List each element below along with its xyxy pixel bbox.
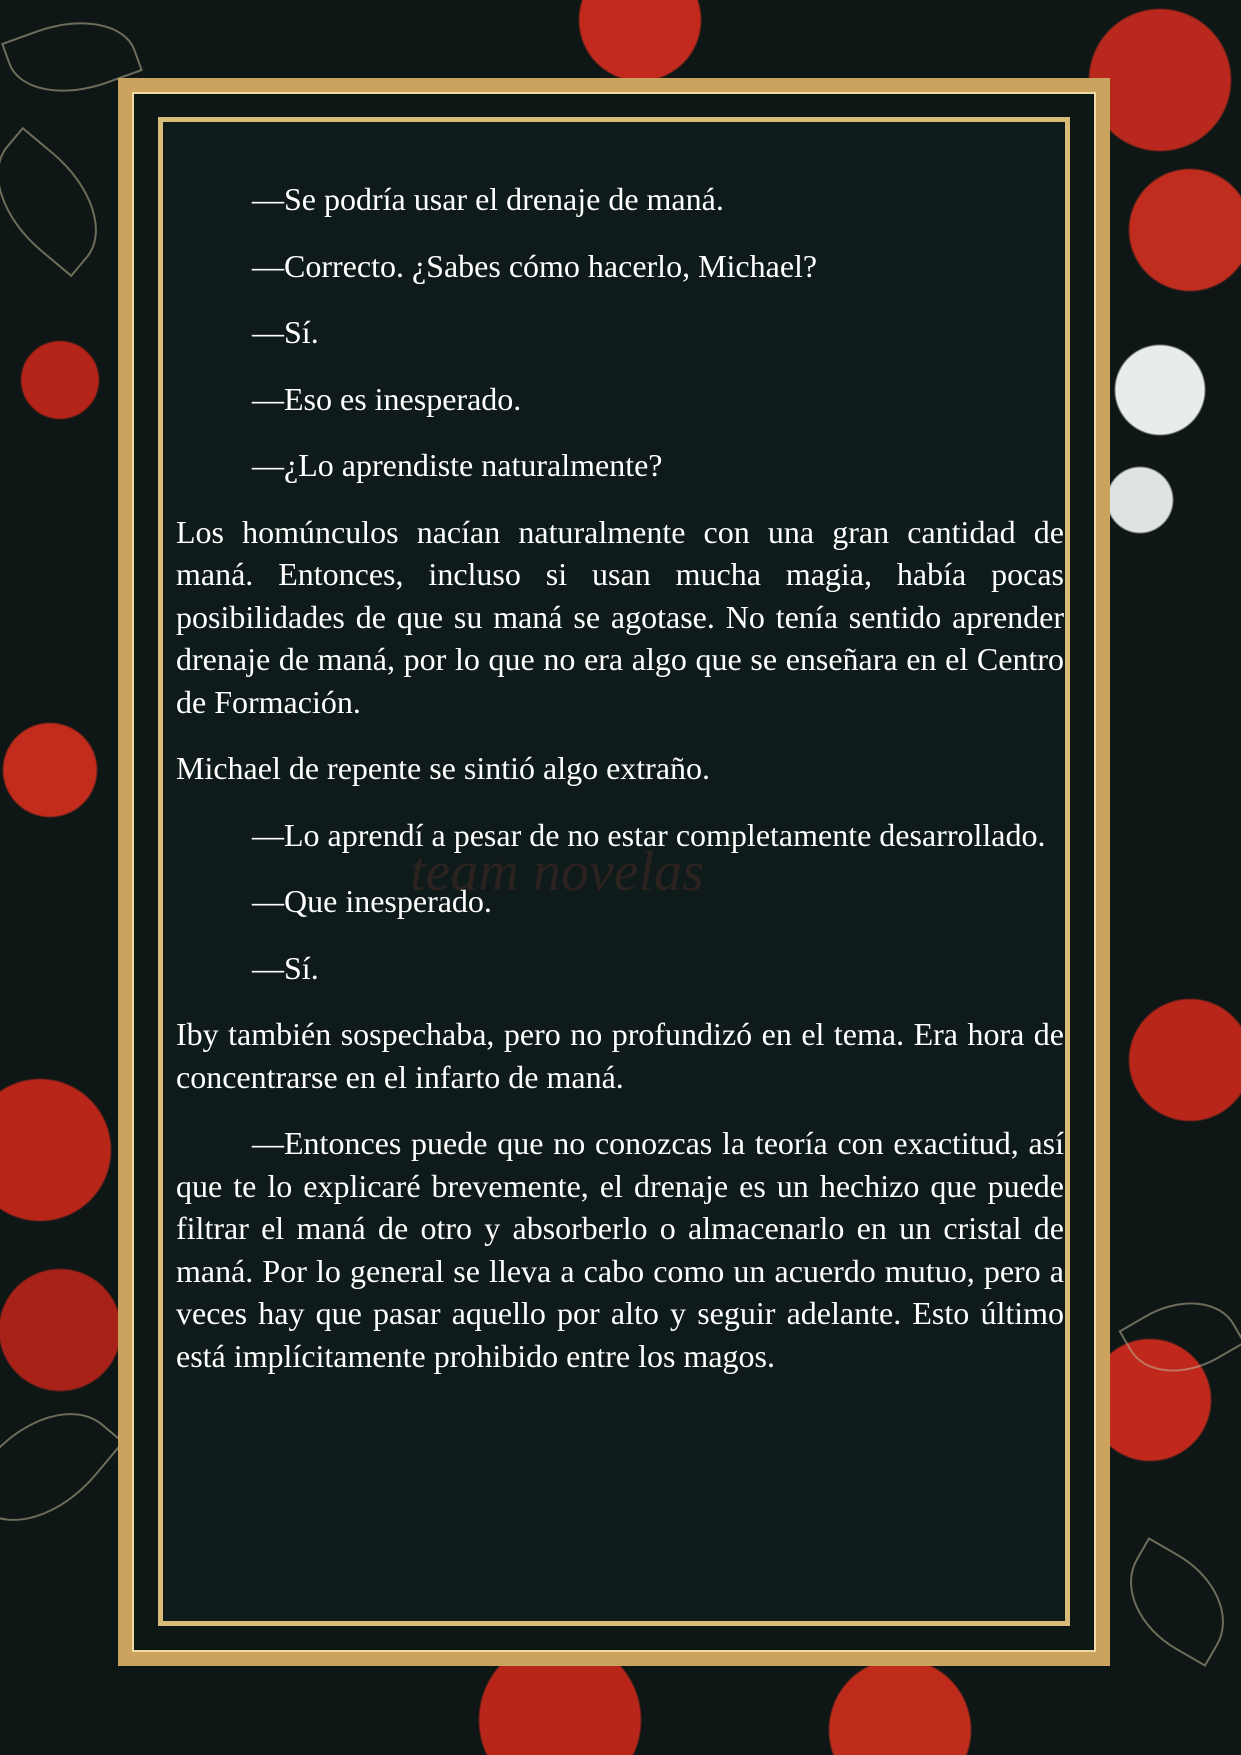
dialogue-paragraph: —Sí.	[252, 314, 319, 350]
story-text	[176, 178, 1064, 1401]
dialogue-paragraph: —Sí.	[252, 949, 319, 986]
narration-paragraph: Iby también sospechaba, pero no profundizó en el tema. Era hora de concentrarse en el infarto de maná.	[176, 1016, 1064, 1095]
dialogue-paragraph: —Lo aprendí a pesar de no estar completamente desarrollado.	[252, 816, 1046, 853]
dialogue-paragraph: —Eso es inesperado.	[252, 380, 522, 417]
narration-paragraph: Los homúnculos nacían naturalmente con una gran cantidad de maná. Entonces, incluso si usan mucha magia, había pocas posibilidades de que su maná se agotase. No tenía sentido aprender drenaje de maná, por lo que no era algo que se enseñara en el Centro de Formación.	[176, 513, 1064, 720]
dialogue-paragraph: —Entonces puede que no conozcas la teoría con exactitud, así que te lo explicaré brevemente, el drenaje es un hechizo que puede filtrar el maná de otro y absorberlo o almacenarlo en un cristal de maná. Por lo general se lleva a cabo como un acuerdo mutuo, pero a veces hay que pasar aquello por alto y seguir adelante. Esto último está implícitamente prohibido entre los magos.	[176, 1125, 1064, 1374]
watermark: team novelas	[410, 841, 704, 903]
leaf-decoration	[1118, 1279, 1241, 1395]
leaf-decoration	[1107, 1537, 1241, 1667]
leaf-decoration	[0, 127, 125, 277]
dialogue-paragraph: —¿Lo aprendiste naturalmente?	[252, 447, 663, 483]
dialogue-paragraph: —Se podría usar el drenaje de maná.	[252, 181, 724, 217]
dialogue-paragraph: —Que inesperado.	[252, 883, 492, 919]
leaf-decoration	[0, 1382, 124, 1553]
dialogue-paragraph: —Correcto. ¿Sabes cómo hacerlo, Michael?	[252, 247, 818, 284]
narration-paragraph: Michael de repente se sintió algo extraño.	[176, 750, 711, 786]
